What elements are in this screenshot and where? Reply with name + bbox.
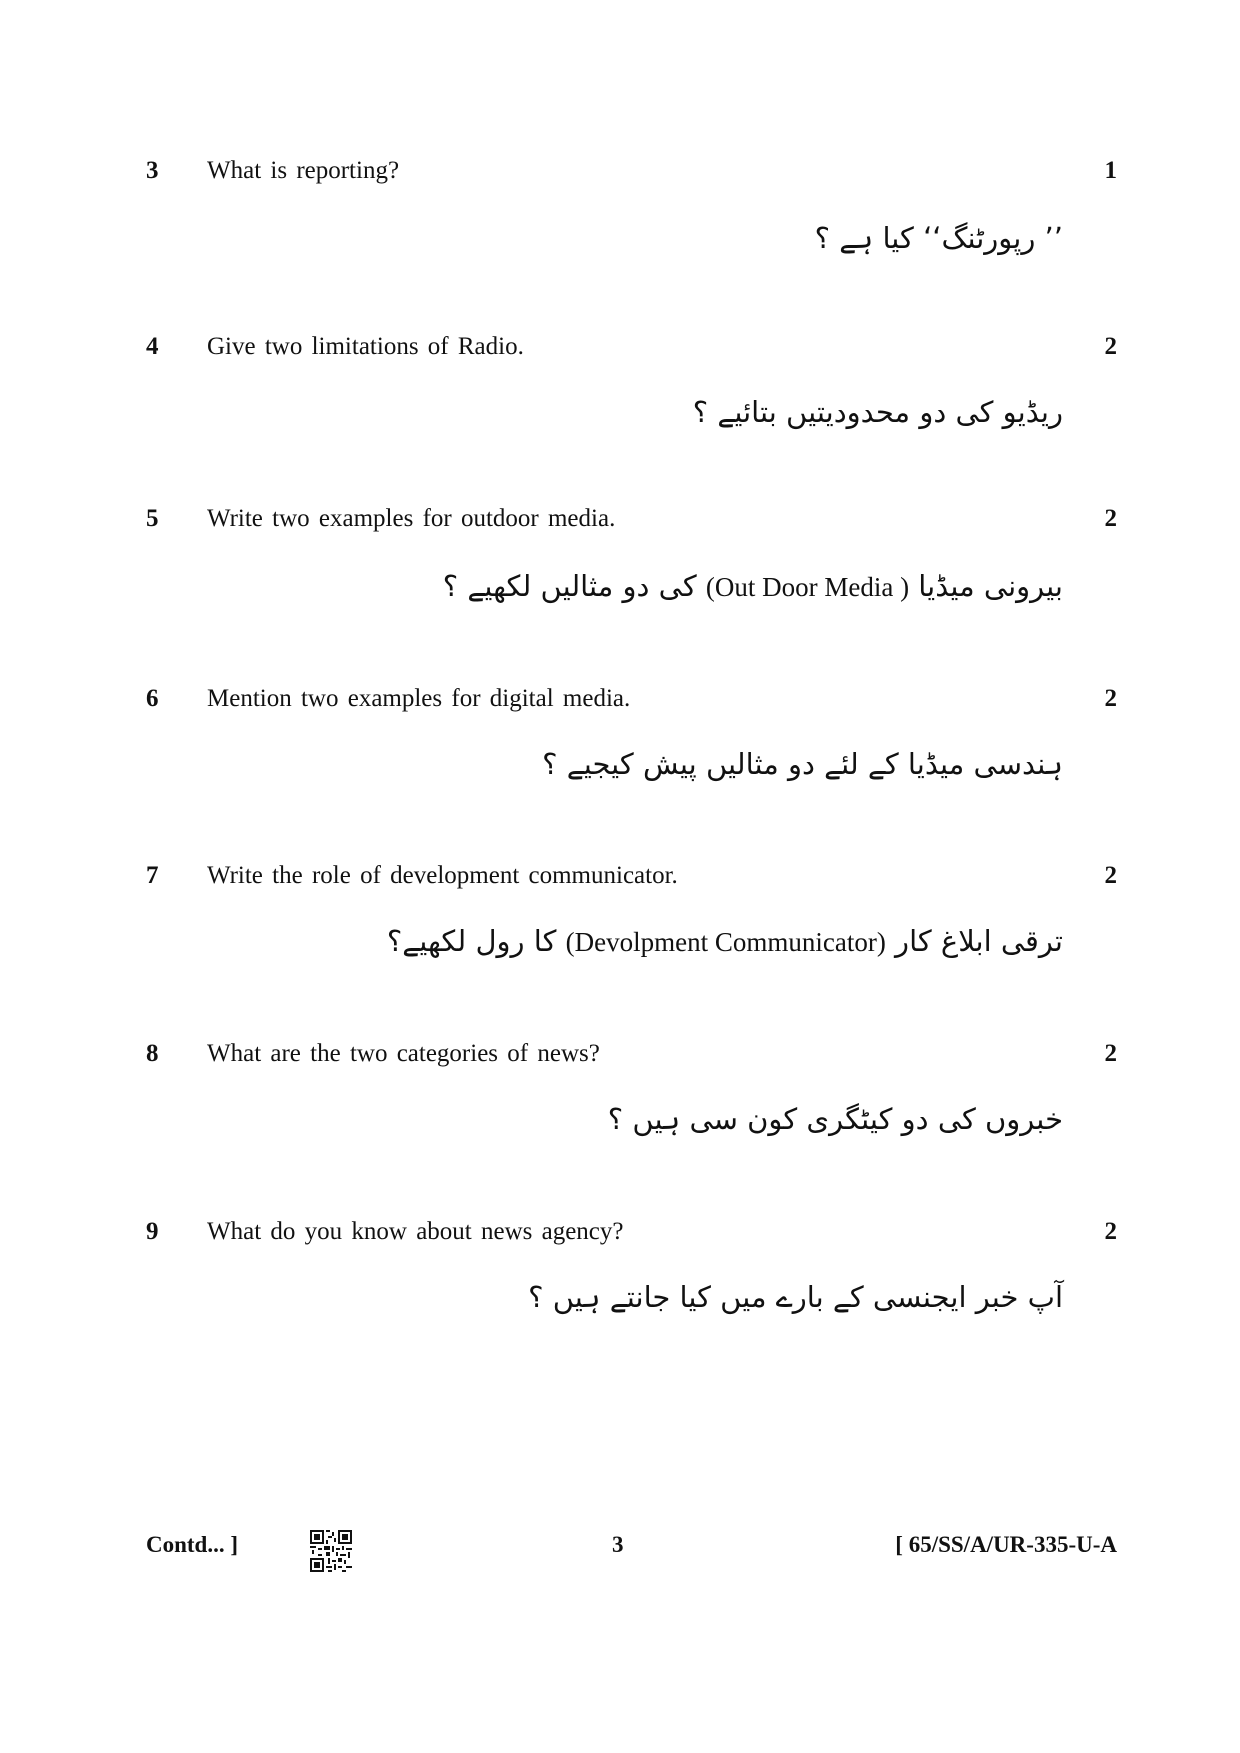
question-4 [0,334,1240,474]
question-marks: 2 [1104,1040,1117,1067]
question-urdu-text [608,1101,1063,1139]
urdu-text-after: کی دو مثالیں لکھیے ؟ [442,569,706,603]
paper-code: [ 65/SS/A/UR-335-U-A [895,1532,1117,1557]
urdu-english-term: (Devolpment Communicator) [565,927,886,957]
question-text: What is reporting? [207,157,400,184]
question-marks: 2 [1104,333,1117,360]
urdu-text-after: کا رول لکھیے؟ [386,924,566,958]
question-text: What are the two categories of news? [207,1040,600,1067]
question-marks: 2 [1104,862,1117,889]
question-9 [0,1219,1240,1359]
question-text: Write two examples for outdoor media. [207,505,616,532]
contd-label: Contd... ] [146,1532,239,1557]
question-text: Write the role of development communicator. [207,862,678,889]
question-number: 7 [146,862,159,889]
urdu-text: ترقی ابلاغ کار [885,924,1063,958]
urdu-text: ’’ رپورٹنگ‘‘ کیا ہے ؟ [814,221,1063,255]
question-marks: 2 [1104,505,1117,532]
question-7 [0,863,1240,1003]
urdu-text: ریڈیو کی دو محدودیتیں بتائیے ؟ [692,395,1063,429]
question-number: 8 [146,1040,159,1067]
question-number: 3 [146,157,159,184]
question-urdu-text [693,394,1063,432]
question-marks: 1 [1104,157,1117,184]
question-6 [0,686,1240,826]
question-urdu-text [542,746,1063,784]
question-text: Give two limitations of Radio. [207,333,524,360]
urdu-text: خبروں کی دو کیٹگری کون سی ہیں ؟ [607,1102,1063,1136]
question-urdu-text [815,220,1063,258]
urdu-english-term: ( Out Door Media) [705,572,910,602]
question-marks: 2 [1104,1218,1117,1245]
question-8 [0,1041,1240,1181]
question-number: 5 [146,505,159,532]
question-3 [0,158,1240,298]
question-number: 9 [146,1218,159,1245]
question-text: Mention two examples for digital media. [207,685,631,712]
page-number: 3 [612,1532,624,1557]
question-marks: 2 [1104,685,1117,712]
question-text: What do you know about news agency? [207,1218,624,1245]
question-urdu-text [528,1279,1063,1317]
urdu-text: بیرونی میڈیا [909,569,1063,603]
urdu-text: آپ خبر ایجنسی کے بارے میں کیا جانتے ہیں ؟ [528,1280,1063,1314]
page-footer [0,1530,1240,1570]
question-urdu-text [387,923,1063,961]
urdu-text: ہندسی میڈیا کے لئے دو مثالیں پیش کیجیے ؟ [542,747,1063,781]
question-5 [0,506,1240,646]
question-number: 6 [146,685,159,712]
question-urdu-text [443,568,1063,606]
question-number: 4 [146,333,159,360]
qr-code-icon [310,1530,352,1572]
